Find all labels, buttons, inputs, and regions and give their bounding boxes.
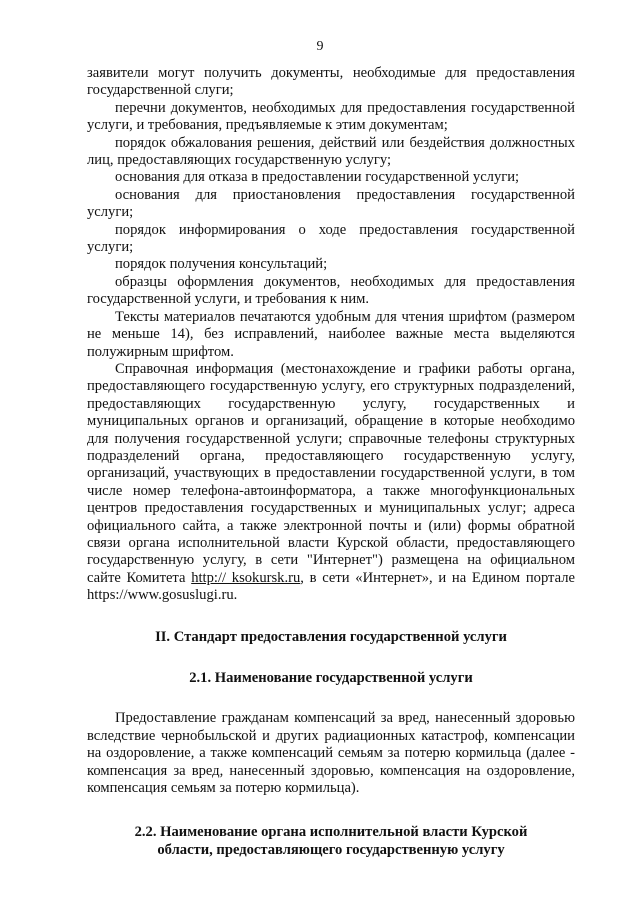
subsection-2-2-heading-line1: 2.2. Наименование органа исполнительной власти Курской <box>134 824 528 841</box>
paragraph-applicants: заявители могут получить документы, необходимые для предоставления государственной слуги; <box>87 65 575 99</box>
reference-text-start: Справочная информация (местонахождение и графики работы органа, предоставляющего государственную услугу, его структурных подразделений, предоставляющих государственную услугу, государственных и муниципальных органов и организаций, обращение в которые необходимо для получения государственной услуги; справочные телефоны структурных подразделений органа, предоставляющего государственную услугу, организаций, участвующих в предоставлении государственной услуги, в том числе номер телефона-автоинформатора, а также многофункциональных центров предоставления государственных и муниципальных услуг; адреса официального сайта, а также электронной почты и (или) формы обратной связи органа исполнительной власти Курской области, предоставляющего государственную услугу, в сети "Интернет") размещена на официальном сайте Комитета <box>87 360 575 586</box>
paragraph-print-font: Тексты материалов печатаются удобным для чтения шрифтом (размером не меньше 14), без исправлений, наиболее важные места выделяются полужирным шрифтом. <box>87 308 575 360</box>
paragraph-reference-info <box>87 361 575 605</box>
paragraph-appeal-procedure: порядок обжалования решения, действий или бездействия должностных лиц, предоставляющих государственную услугу; <box>87 134 575 169</box>
subsection-2-1-text: Предоставление гражданам компенсаций за вред, нанесенный здоровью вследствие чернобыльской и других радиационных катастроф, компенсации на оздоровление, а также компенсаций семьям за потерю кормильца (далее - компенсация за вред, нанесенный здоровью, компенсация на оздоровление, компенсация семьям за потерю кормильца). <box>87 710 575 797</box>
paragraph-consultations: порядок получения консультаций; <box>115 256 328 273</box>
section-heading: II. Стандарт предоставления государственной услуги <box>155 628 507 645</box>
paragraph-suspension-grounds: основания для приостановления предоставления государственной услуги; <box>87 186 575 221</box>
paragraph-refusal-grounds: основания для отказа в предоставлении государственной услуги; <box>115 169 520 186</box>
subsection-2-2-heading <box>87 824 575 859</box>
subsection-2-1-heading: 2.1. Наименование государственной услуги <box>189 670 473 686</box>
reference-text-end: , в сети «Интернет», и на Едином портале https://www.gosuslugi.ru. <box>87 569 575 604</box>
paragraph-informing-procedure: порядок информирования о ходе предоставления государственной услуги; <box>87 221 575 256</box>
document-body <box>87 65 575 859</box>
page-number: 9 <box>316 39 324 54</box>
committee-website-link[interactable]: http:// ksokursk.ru <box>191 569 301 586</box>
paragraph-document-lists: перечни документов, необходимых для предоставления государственной услуги, и требования, предъявляемые к этим документам; <box>87 99 575 134</box>
subsection-2-2-heading-line2: области, предоставляющего государственную услугу <box>157 841 505 858</box>
paragraph-document-samples: образцы оформления документов, необходимых для предоставления государственной услуги, и требования к ним. <box>87 273 575 308</box>
